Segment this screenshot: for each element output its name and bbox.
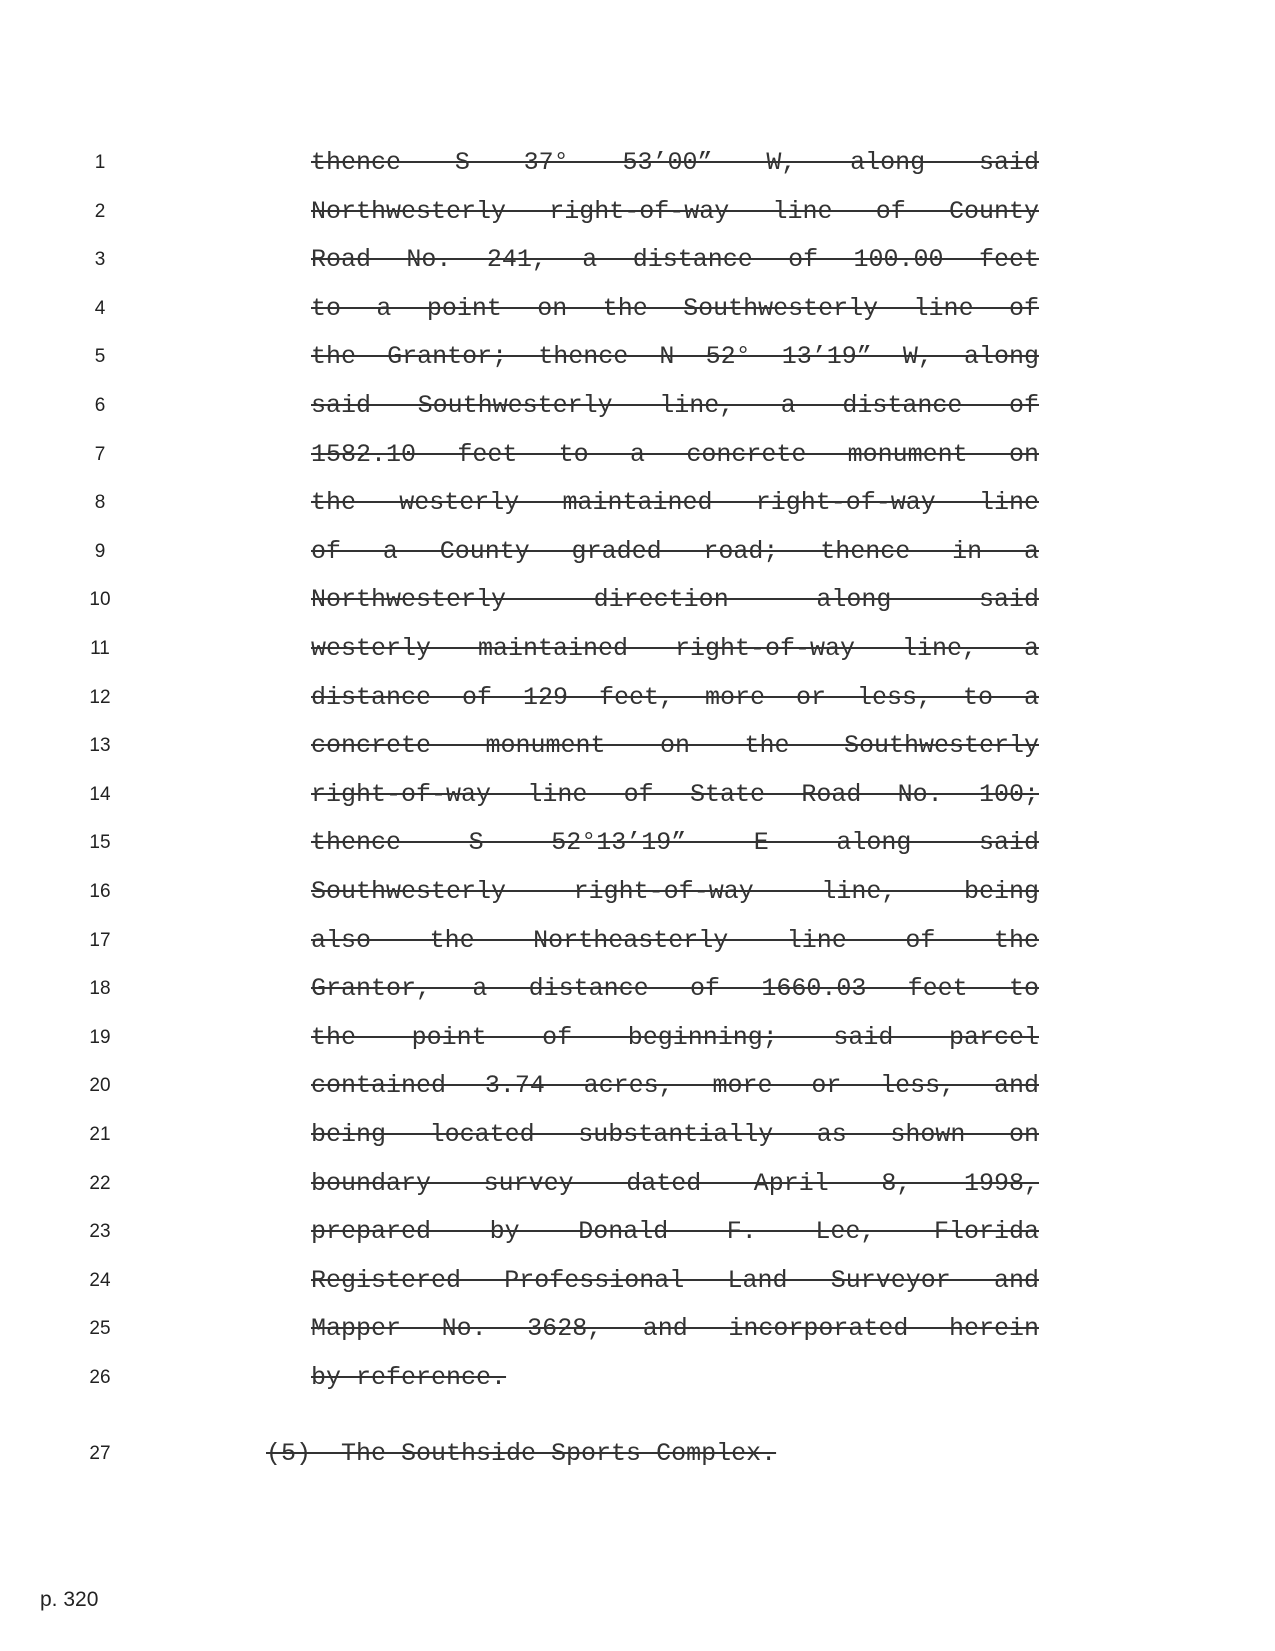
line-number: 10	[89, 589, 111, 611]
struck-text-line: Grantor, a distance of 1660.03 feet to	[311, 974, 1039, 1004]
line-number: 17	[89, 929, 111, 951]
line-number: 14	[89, 783, 111, 805]
struck-text-line: boundary survey dated April 8, 1998,	[311, 1168, 1039, 1198]
struck-text-line: said Southwesterly line, a distance of	[311, 391, 1039, 420]
line-number: 11	[90, 638, 110, 659]
line-number: 7	[94, 443, 106, 465]
line-number: 16	[89, 881, 111, 902]
struck-text-line: concrete monument on the Southwesterly	[311, 731, 1039, 761]
line-number: 27	[89, 1443, 111, 1464]
line-number: 15	[89, 832, 111, 854]
line-number: 6	[94, 395, 106, 416]
struck-text-line: Road No. 241, a distance of 100.00 feet	[311, 245, 1039, 275]
struck-text-line: prepared by Donald F. Lee, Florida	[311, 1217, 1039, 1247]
struck-text-line: right-of-way line of State Road No. 100;	[311, 779, 1039, 809]
line-number: 5	[94, 346, 106, 368]
struck-text-line: Southwesterly right-of-way line, being	[311, 877, 1039, 906]
section-heading: (5) The Southside Sports Complex.	[266, 1439, 777, 1468]
line-number: 3	[94, 249, 106, 271]
line-number: 21	[89, 1124, 111, 1145]
struck-text-line: the westerly maintained right-of-way line	[311, 488, 1039, 518]
line-number: 20	[89, 1075, 111, 1097]
struck-text-line: also the Northeasterly line of the	[311, 925, 1039, 955]
struck-text-line: thence S 37° 53’00” W, along said	[311, 148, 1039, 177]
line-number: 23	[89, 1221, 111, 1243]
struck-text-line: thence S 52°13’19” E along said	[311, 828, 1039, 858]
struck-text-line: Registered Professional Land Surveyor and	[311, 1265, 1039, 1295]
page-number: p. 320	[40, 1588, 99, 1611]
struck-text-line: Northwesterly direction along said	[311, 585, 1039, 615]
line-number: 19	[89, 1026, 111, 1048]
struck-text-line: by reference.	[311, 1363, 507, 1392]
struck-text-line: the point of beginning; said parcel	[311, 1022, 1039, 1052]
line-number: 26	[89, 1367, 111, 1388]
struck-text-line: Mapper No. 3628, and incorporated herein	[311, 1314, 1039, 1344]
line-number: 25	[89, 1318, 111, 1340]
line-number: 2	[94, 200, 106, 222]
struck-text-line: being located substantially as shown on	[311, 1120, 1039, 1149]
struck-text-line: 1582.10 feet to a concrete monument on	[311, 439, 1039, 469]
struck-text-line: Northwesterly right-of-way line of County	[311, 196, 1039, 226]
struck-text-line: the Grantor; thence N 52° 13’19” W, along	[311, 342, 1039, 372]
struck-text-line: of a County graded road; thence in a	[311, 536, 1039, 566]
line-number: 18	[89, 978, 111, 1000]
struck-text-line: contained 3.74 acres, more or less, and	[311, 1071, 1039, 1101]
line-number: 22	[89, 1172, 111, 1194]
struck-text-line: to a point on the Southwesterly line of	[311, 293, 1039, 323]
line-number: 4	[94, 297, 106, 319]
line-number: 12	[89, 686, 111, 708]
struck-text-line: distance of 129 feet, more or less, to a	[311, 682, 1039, 712]
line-number: 9	[94, 540, 106, 562]
line-number: 24	[89, 1269, 111, 1291]
line-number: 1	[94, 152, 106, 173]
struck-text-line: westerly maintained right-of-way line, a	[311, 634, 1039, 663]
line-number: 8	[94, 492, 106, 514]
line-number: 13	[89, 735, 111, 757]
